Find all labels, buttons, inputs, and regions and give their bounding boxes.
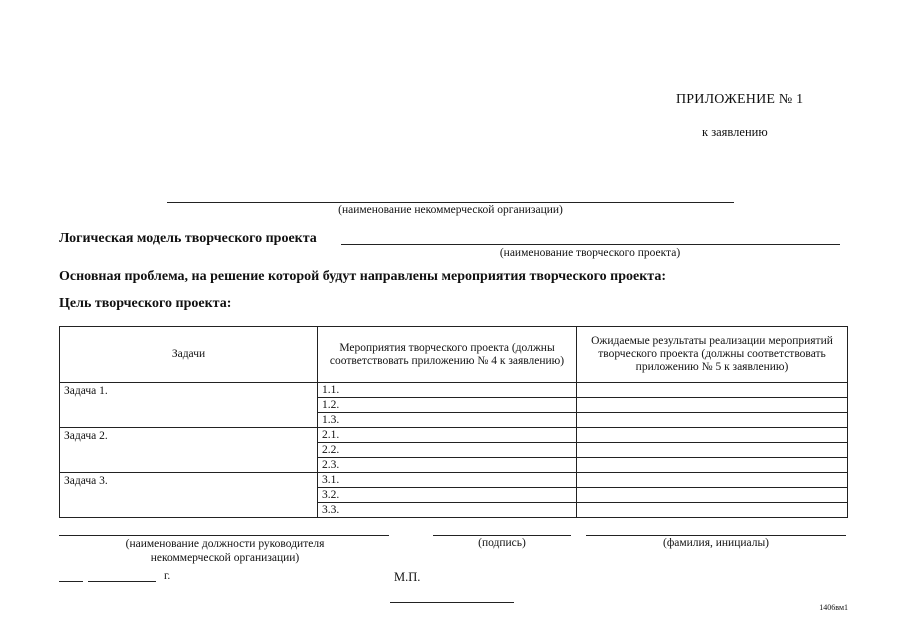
table-row <box>60 428 848 443</box>
org-name-line <box>167 202 734 203</box>
result-cell <box>577 443 848 458</box>
project-name-caption: (наименование творческого проекта) <box>499 247 681 259</box>
table-row <box>60 383 848 398</box>
stamp-label: М.П. <box>394 570 421 584</box>
result-cell <box>577 473 848 488</box>
event-cell: 3.1. <box>318 473 577 488</box>
signature-caption: (подпись) <box>478 537 526 549</box>
appendix-subtitle: к заявлению <box>702 125 768 139</box>
event-cell: 1.3. <box>318 413 577 428</box>
footer-code: 1406вм1 <box>819 603 848 612</box>
result-cell <box>577 428 848 443</box>
signature-line <box>433 535 571 536</box>
events-column-header: Мероприятия творческого проекта (должны соответствовать приложению № 4 к заявлению) <box>318 327 577 383</box>
name-line <box>586 535 846 536</box>
task-cell: Задача 2. <box>60 428 318 473</box>
logic-model-label: Логическая модель творческого проекта <box>59 231 317 246</box>
event-cell: 2.3. <box>318 458 577 473</box>
task-cell: Задача 1. <box>60 383 318 428</box>
goal-label: Цель творческого проекта: <box>59 296 232 311</box>
event-cell: 2.1. <box>318 428 577 443</box>
date-month-line <box>88 581 156 582</box>
result-cell <box>577 458 848 473</box>
results-column-header: Ожидаемые результаты реализации мероприятий творческого проекта (должны соответствовать приложению № 5 к заявлению) <box>577 327 848 383</box>
result-cell <box>577 503 848 518</box>
result-cell <box>577 413 848 428</box>
position-caption: (наименование должности руководителя некоммерческой организации) <box>125 538 325 564</box>
tasks-column-header: Задачи <box>60 327 318 383</box>
result-cell <box>577 488 848 503</box>
event-cell: 3.3. <box>318 503 577 518</box>
name-caption: (фамилия, инициалы) <box>662 537 770 549</box>
year-suffix: г. <box>164 570 171 582</box>
event-cell: 3.2. <box>318 488 577 503</box>
event-cell: 1.1. <box>318 383 577 398</box>
table-row <box>60 473 848 488</box>
result-cell <box>577 398 848 413</box>
project-name-line <box>341 244 840 245</box>
logic-model-table <box>59 326 848 518</box>
main-problem-label: Основная проблема, на решение которой будут направлены мероприятия творческого проекта: <box>59 269 666 284</box>
bottom-line <box>390 602 514 603</box>
result-cell <box>577 383 848 398</box>
table-header-row <box>60 327 848 383</box>
date-day-line <box>59 581 83 582</box>
event-cell: 2.2. <box>318 443 577 458</box>
task-cell: Задача 3. <box>60 473 318 518</box>
event-cell: 1.2. <box>318 398 577 413</box>
position-line <box>59 535 389 536</box>
appendix-title: ПРИЛОЖЕНИЕ № 1 <box>676 92 804 107</box>
org-name-caption: (наименование некоммерческой организации) <box>338 204 563 216</box>
